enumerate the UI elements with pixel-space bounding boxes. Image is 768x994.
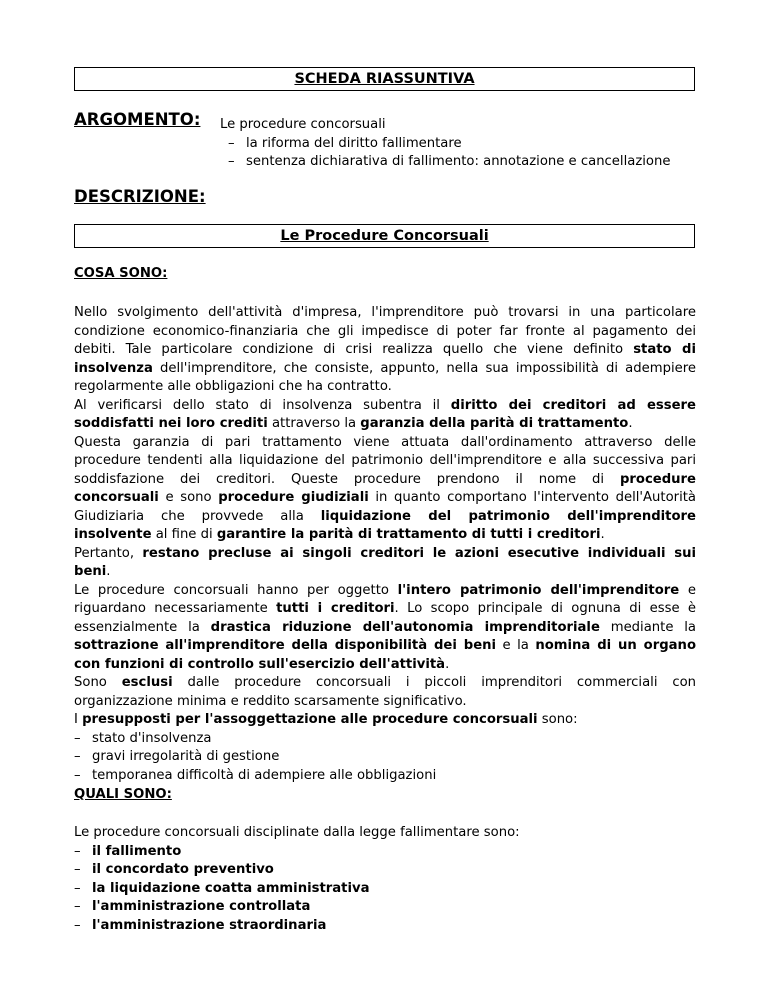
- cosa-sono-heading: COSA SONO:: [74, 266, 168, 281]
- list-item: – temporanea difficoltà di adempiere alle obbligazioni: [74, 767, 437, 783]
- text-line: Le procedure concorsuali hanno per oggetto l'intero patrimonio dell'imprenditore e: [74, 582, 697, 598]
- quali-sono-body: [74, 824, 696, 935]
- text-line: concorsuali e sono procedure giudiziali in quanto comportano l'intervento dell'Autorità: [74, 490, 696, 505]
- descrizione-label: DESCRIZIONE:: [74, 187, 206, 206]
- text-line: condizione economico-finanziaria che gli impedisce di poter far fronte al pagamento dei: [74, 323, 696, 339]
- text-line: essenzialmente la drastica riduzione dell'autonomia imprenditoriale mediante la: [74, 619, 696, 635]
- text-line: sottrazione all'imprenditore della disponibilità dei beni e la nomina di un organo: [74, 638, 697, 653]
- text-line: Nello svolgimento dell'attività d'impresa, l'imprenditore può trovarsi in una particolare: [74, 305, 696, 320]
- text-line: insolvente al fine di garantire la parità di trattamento di tutti i creditori.: [74, 527, 605, 542]
- text-line: Questa garanzia di pari trattamento viene attuata dall'ordinamento attraverso delle: [74, 434, 696, 450]
- argomento-subtopic: – la riforma del diritto fallimentare: [228, 135, 462, 151]
- list-item: – l'amministrazione controllata: [74, 899, 311, 914]
- text-line: Pertanto, restano precluse ai singoli creditori le azioni esecutive individuali sui: [74, 545, 696, 561]
- argomento-subtopic: – sentenza dichiarativa di fallimento: annotazione e cancellazione: [228, 154, 671, 169]
- document-title-box: [74, 67, 695, 91]
- text-line: insolvenza dell'imprenditore, che consiste, appunto, nella sua impossibilità di adempiere: [74, 360, 696, 376]
- section-title-box: [74, 224, 695, 248]
- list-item: – il fallimento: [74, 843, 182, 859]
- text-line: soddisfatti nei loro crediti attraverso la garanzia della parità di trattamento.: [74, 416, 633, 431]
- text-line: Giudiziaria che provvede alla liquidazione del patrimonio dell'imprenditore: [74, 508, 696, 524]
- text-line: organizzazione minima e reddito scarsamente significativo.: [74, 693, 467, 709]
- text-line: beni.: [74, 564, 111, 579]
- text-line: procedure tendenti alla liquidazione del patrimonio dell'imprenditore e alla successiva pari: [74, 453, 696, 468]
- cosa-sono-body: [74, 304, 696, 785]
- list-item: – la liquidazione coatta amministrativa: [74, 880, 370, 896]
- text-line: Sono esclusi dalle procedure concorsuali i piccoli imprenditori commerciali con: [74, 675, 697, 690]
- list-item: – gravi irregolarità di gestione: [74, 749, 280, 764]
- list-item: – l'amministrazione straordinaria: [74, 917, 327, 933]
- argomento-topic: Le procedure concorsuali: [220, 117, 386, 132]
- quali-sono-heading: QUALI SONO:: [74, 787, 172, 802]
- list-item: – stato d'insolvenza: [74, 730, 212, 746]
- argomento-lines: [220, 116, 670, 172]
- text-line: con funzioni di controllo sull'esercizio dell'attività.: [74, 656, 450, 672]
- text-line: Le procedure concorsuali disciplinate dalla legge fallimentare sono:: [74, 825, 520, 840]
- argomento-label: ARGOMENTO:: [74, 110, 201, 129]
- section-title: Le Procedure Concorsuali: [280, 228, 489, 244]
- list-item: – il concordato preventivo: [74, 862, 274, 877]
- text-line: riguardano necessariamente tutti i creditori. Lo scopo principale di ognuna di esse è: [74, 601, 697, 616]
- text-line: soddisfazione dei creditori. Queste procedure prendono il nome di procedure: [74, 471, 696, 487]
- text-line: regolarmente alle obbligazioni che ha contratto.: [74, 379, 392, 394]
- text-line: I presupposti per l'assoggettazione alle procedure concorsuali sono:: [74, 712, 578, 727]
- document-title: SCHEDA RIASSUNTIVA: [294, 71, 475, 87]
- text-line: Al verificarsi dello stato di insolvenza subentra il diritto dei creditori ad essere: [74, 397, 696, 413]
- text-line: debiti. Tale particolare condizione di crisi realizza quello che viene definito stato di: [74, 342, 697, 357]
